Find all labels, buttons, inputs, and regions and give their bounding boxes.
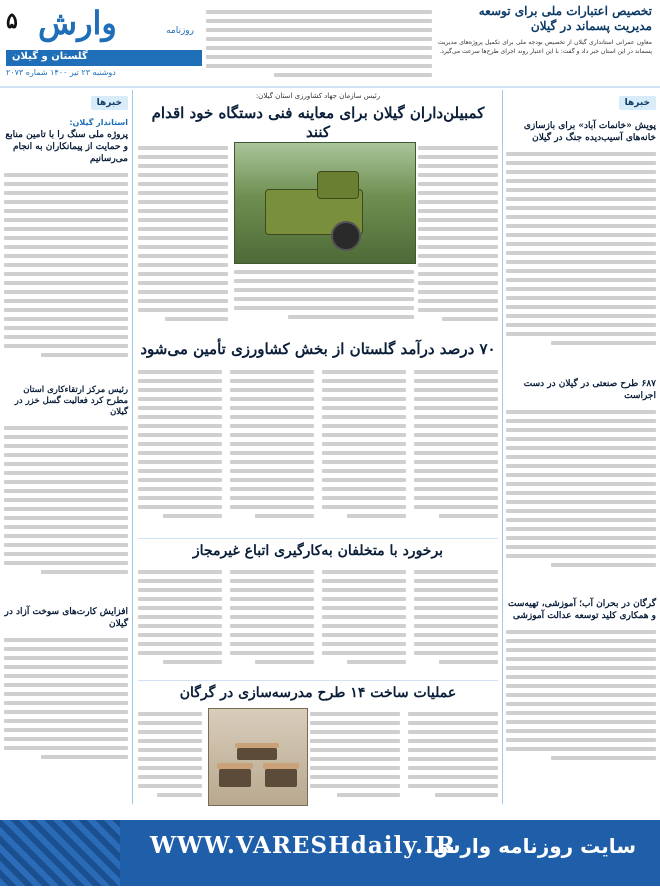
divider: [0, 86, 660, 88]
guilan-story-text-left: [138, 142, 228, 336]
right-item-3-text: [506, 626, 656, 786]
right-column: [506, 90, 656, 804]
golestan-story-title: ۷۰ درصد درآمد گلستان از بخش کشاورزی تأمین می‌شود: [140, 340, 496, 358]
right-item-3-title: گرگان در بحران آب؛ آموزشی، تهیه‌ست و همکاری کلید توسعه عدالت آموزشی: [508, 599, 656, 621]
news-tag-left: خبرها: [4, 90, 128, 110]
right-item-2-title: ۶۸۷ طرح صنعتی در گیلان در دست اجراست: [523, 379, 656, 401]
left-item-3-text: [4, 634, 128, 784]
footer-site-label: سایت روزنامه وارش: [432, 834, 636, 858]
desk: [219, 769, 251, 787]
news-tag-right: خبرها: [506, 90, 656, 110]
golestan-col-1: [414, 366, 498, 538]
left-subhead: استاندار گیلان:: [69, 118, 128, 127]
guilan-story-title: کمبیلن‌داران گیلان برای معاینه فنی دستگاه خود اقدام کنند: [151, 104, 485, 141]
guilan-story-kicker: رئیس سازمان جهاد کشاورزی استان گیلان:: [255, 92, 381, 100]
left-column: [4, 90, 128, 804]
violators-story: [138, 542, 498, 678]
right-item-1-title: پویش «خانمات آباد» برای بازسازی خانه‌های آسیب‌دیده جنگ در گیلان: [523, 121, 656, 143]
logo-subtext: روزنامه: [166, 26, 194, 36]
harvester-photo: [234, 142, 416, 264]
left-item-2-text: [4, 422, 128, 600]
harvester-wheel: [331, 221, 361, 251]
desk: [265, 769, 297, 787]
footer-url[interactable]: WWW.VARESHdaily.IR: [150, 832, 456, 859]
top-story-title: تخصیص اعتبارات ملی برای توسعه مدیریت پسماند در گیلان: [478, 4, 652, 33]
guilan-story-text-right: [418, 142, 498, 336]
section-band: [6, 50, 202, 66]
golestan-col-3: [230, 366, 314, 538]
guilan-story: [138, 90, 498, 336]
left-item-1-text: [4, 169, 128, 379]
footer-banner: [0, 820, 660, 886]
desk: [237, 748, 277, 760]
page-number: ۵: [6, 8, 18, 34]
column-rule-right: [502, 90, 503, 804]
left-item-3-title: افزایش کارت‌های سوخت آزاد در گیلان: [4, 607, 128, 629]
logo: [38, 4, 194, 46]
violators-col-3: [230, 566, 314, 676]
date-line: دوشنبه ۲۳ تیر ۱۴۰۰ شماره ۲۰۷۳: [6, 68, 116, 77]
divider: [138, 538, 498, 539]
divider: [138, 680, 498, 681]
golestan-col-2: [322, 366, 406, 538]
section-title: گلستان و گیلان: [12, 51, 88, 62]
schools-col-3: [138, 708, 202, 806]
schools-col-2: [310, 708, 400, 806]
column-rule-left: [132, 90, 133, 804]
footer-pattern-left: [0, 820, 120, 886]
guilan-story-caption: [234, 266, 414, 336]
right-item-1-text: [506, 148, 656, 372]
top-story-lead: معاون عمرانی استانداری گیلان از تخصیص بودجه ملی برای تکمیل پروژه‌های مدیریت پسماند در این استان خبر داد و گفت: با این اعتبار روند اجرای طرح‌ها سرعت می‌گیرد.: [438, 39, 652, 55]
left-item-2-title: رئیس مرکز ارتقاء‌کاری استان مطرح کرد فعالیت گسل خزر در گیلان: [14, 385, 128, 417]
schools-col-1: [408, 708, 498, 806]
violators-col-2: [322, 566, 406, 676]
masthead: [0, 0, 200, 84]
violators-col-4: [138, 566, 222, 676]
classroom-photo: [208, 708, 308, 806]
logo-text: وارش: [38, 4, 117, 42]
harvester-cabin: [317, 171, 359, 199]
left-item-1-title: پروژه ملی سنگ را با تامین منابع و حمایت از پیمانکاران به انجام می‌رسانیم: [5, 130, 128, 164]
golestan-story: [138, 340, 498, 538]
upper-text-block: [206, 6, 432, 84]
violators-col-1: [414, 566, 498, 676]
schools-story: [138, 684, 498, 808]
right-item-2-text: [506, 406, 656, 592]
violators-story-title: برخورد با متخلفان به‌کارگیری اتباع غیرمجاز: [192, 543, 444, 559]
schools-story-title: عملیات ساخت ۱۴ طرح مدرسه‌سازی در گرگان: [179, 685, 457, 701]
golestan-col-4: [138, 366, 222, 538]
